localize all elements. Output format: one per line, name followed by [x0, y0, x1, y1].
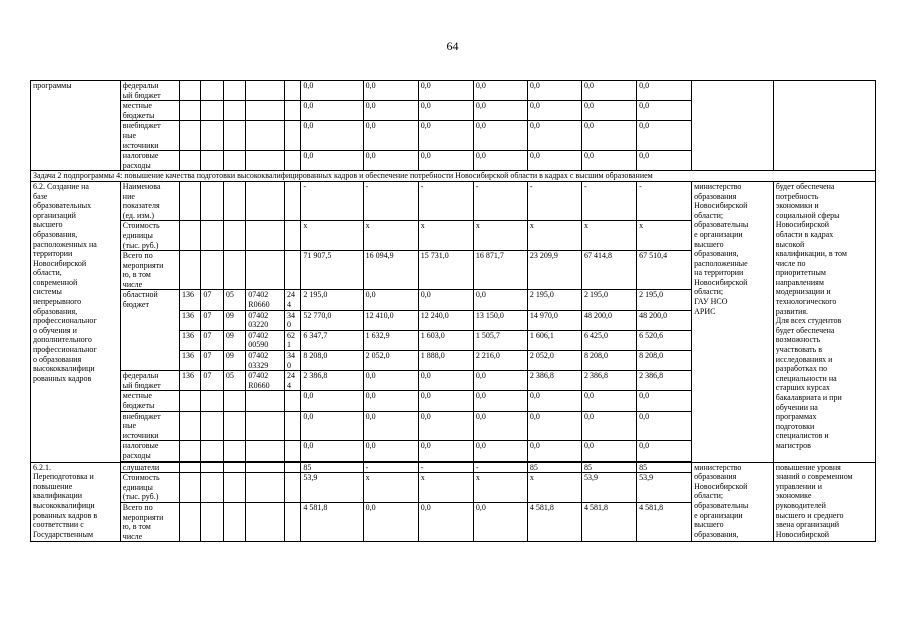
task-header: Задача 2 подпрограммы 4: повышение качества подготовки высококвалифицированных кадров и обеспечение потребности Новосибирской области в кадрах с высшим образованием	[31, 171, 876, 182]
table-row: 136 07 09 07402 03220 34 0 52 770,0 12 410,0 12 240,0 13 150,0 14 970,0 48 200,0 48 200,0	[31, 310, 876, 330]
measure-title-6-2: 6.2. Создание на базе образовательных организаций высшего образования, расположенных на территории Новосибирской области, современной системы непрерывного образования, профессиональног о обучения и дополнительного профессиональног о образования высококвалифици рованных кадров	[31, 181, 121, 462]
table-row: внебюджет ные источники 0,0 0,0 0,0 0,0 0,0 0,0 0,0	[31, 121, 876, 151]
table-row: программы федеральн ый бюджет 0,0 0,0 0,0 0,0 0,0 0,0 0,0	[31, 81, 876, 101]
funding-source-label: налоговые расходы	[120, 151, 179, 171]
program-table	[30, 80, 876, 542]
table-row: 6.2. Создание на базе образовательных организаций высшего образования, расположенных на территории Новосибирской области, современной системы непрерывного образования, профессиональног о обучения и дополнительного профессиональног о образования высококвалифици рованных кадров Наименова ние показателя (ед. изм.) - - - - - - - министерство образования Новосибирской области; образовательны е организации высшего образования, расположенные на территории Новосибирской области; ГАУ НСО АРИС будет обеспечена потребность экономики и социальной сферы Новосибирской области в кадрах высокой квалификации, в том числе по приоритетным направлениям модернизации и технологического развития. Для всех студентов будет обеспечена возможность участвовать в исследованиях и разработках по специальности на старших курсах бакалавриата и при обучении на программах подготовки специалистов и магистров	[31, 181, 876, 220]
funding-source-label: федеральн ый бюджет	[120, 81, 179, 101]
executor-6-2: министерство образования Новосибирской области; образовательны е организации высшего образования, расположенные на территории Новосибирской области; ГАУ НСО АРИС	[692, 181, 774, 462]
result-cell	[773, 81, 875, 171]
table-row: 136 07 09 07402 03329 34 0 8 208,0 2 052,0 1 888,0 2 216,0 2 052,0 8 208,0 8 208,0	[31, 351, 876, 371]
table-row: федеральн ый бюджет 136 07 05 07402 R0660 24 4 2 386,8 0,0 0,0 0,0 2 386,8 2 386,8 2 386,8	[31, 371, 876, 391]
table-row: налоговые расходы 0,0 0,0 0,0 0,0 0,0 0,0 0,0	[31, 151, 876, 171]
measure-title-6-2-1: 6.2.1. Переподготовка и повышение квалификации высококвалифици рованных кадров в соответствии с Государственным	[31, 462, 121, 542]
table-row: 136 07 09 07402 00590 62 1 6 347,7 1 632,9 1 603,0 1 505,7 1 606,1 6 425,0 6 520,6	[31, 330, 876, 350]
result-6-2-1: повышение уровня знаний о современном управлении и экономике руководителей высшего и среднего звена организаций Новосибирской	[773, 462, 875, 542]
table-row: областной бюджет 136 07 05 07402 R0660 24 4 2 195,0 0,0 0,0 0,0 2 195,0 2 195,0 2 195,0	[31, 290, 876, 310]
table-row: Стоимость единицы (тыс. руб.) x x x x x x x	[31, 221, 876, 251]
table-row: налоговые расходы 0,0 0,0 0,0 0,0 0,0 0,0 0,0	[31, 441, 876, 461]
table-row: Всего по мероприяти ю, в том числе 71 907,5 16 094,9 15 731,0 16 871,7 23 209,9 67 414,8 67 510,4	[31, 251, 876, 290]
table-row: Всего по мероприяти ю, в том числе 4 581,8 0,0 0,0 0,0 4 581,8 4 581,8 4 581,8	[31, 502, 876, 541]
executor-cell	[692, 81, 774, 171]
funding-source-label: местные бюджеты	[120, 101, 179, 121]
funding-source-label: внебюджет ные источники	[120, 121, 179, 151]
table-row: внебюджет ные источники 0,0 0,0 0,0 0,0 0,0 0,0 0,0	[31, 411, 876, 441]
page-number: 64	[446, 39, 459, 53]
executor-6-2-1: министерство образования Новосибирской области; образовательны е организации высшего образования,	[692, 462, 774, 542]
result-6-2: будет обеспечена потребность экономики и социальной сферы Новосибирской области в кадрах высокой квалификации, в том числе по приоритетным направлениям модернизации и технологического развития. Для всех студентов будет обеспечена возможность участвовать в исследованиях и разработках по специальности на старших курсах бакалавриата и при обучении на программах подготовки специалистов и магистров	[773, 181, 875, 462]
table-row: местные бюджеты 0,0 0,0 0,0 0,0 0,0 0,0 0,0	[31, 101, 876, 121]
table-row: местные бюджеты 0,0 0,0 0,0 0,0 0,0 0,0 0,0	[31, 391, 876, 411]
table-row: 6.2.1. Переподготовка и повышение квалификации высококвалифици рованных кадров в соответствии с Государственным слушатели 85 - - - 85 85 85 министерство образования Новосибирской области; образовательны е организации высшего образования, повышение уровня знаний о современном управлении и экономике руководителей высшего и среднего звена организаций Новосибирской	[31, 462, 876, 473]
task-header-row	[31, 171, 876, 182]
program-label: программы	[31, 81, 121, 171]
table-row: Стоимость единицы (тыс. руб.) 53,9 x x x x 53,9 53,9	[31, 473, 876, 503]
